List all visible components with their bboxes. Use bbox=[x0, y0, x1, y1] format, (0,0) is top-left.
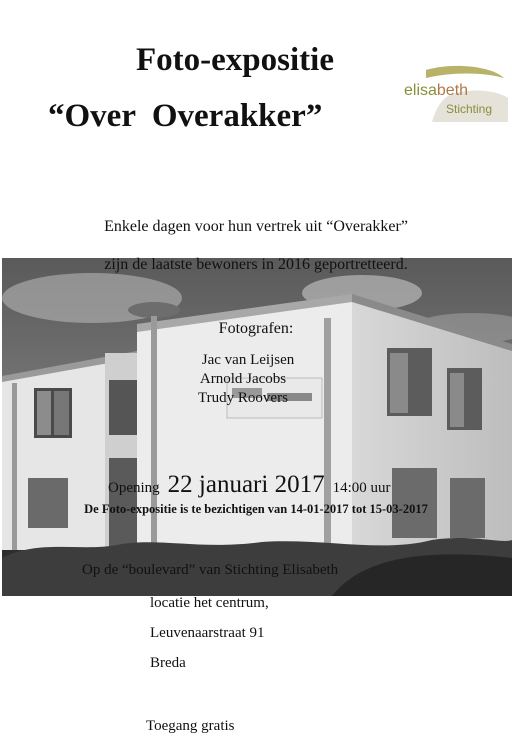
poster-subtitle: “Over Overakker” bbox=[48, 98, 323, 134]
intro-line-2: zijn de laatste bewoners in 2016 geportretteerd. bbox=[104, 256, 408, 273]
photographers-heading: Fotografen: bbox=[218, 320, 294, 337]
logo-subtext: Stichting bbox=[446, 102, 493, 116]
poster-title: Foto-expositie bbox=[136, 42, 334, 78]
location-street: Leuvenaarstraat 91 bbox=[150, 625, 265, 641]
photographer-name: Arnold Jacobs bbox=[199, 371, 287, 387]
logo-wordmark: elisabeth bbox=[404, 82, 469, 99]
opening-label: Opening bbox=[108, 480, 160, 496]
elisabeth-logo bbox=[402, 64, 508, 122]
photographer-name: Trudy Roovers bbox=[198, 390, 288, 406]
intro-line-1: Enkele dagen voor hun vertrek uit “Overakker” bbox=[104, 218, 408, 235]
opening-date: 22 januari 2017 bbox=[167, 471, 325, 498]
opening-time: 14:00 uur bbox=[332, 480, 391, 496]
location-city: Breda bbox=[150, 655, 186, 671]
location-line-2: locatie het centrum, bbox=[150, 595, 269, 611]
viewing-period: De Foto-expositie is te bezichtigen van 14-01-2017 tot 15-03-2017 bbox=[84, 502, 428, 516]
opening-line bbox=[108, 471, 391, 499]
location-line-1: Op de “boulevard” van Stichting Elisabeth bbox=[82, 562, 339, 578]
photographer-name: Jac van Leijsen bbox=[201, 352, 295, 368]
building-photo bbox=[2, 258, 512, 596]
admission-text: Toegang gratis bbox=[146, 718, 235, 734]
